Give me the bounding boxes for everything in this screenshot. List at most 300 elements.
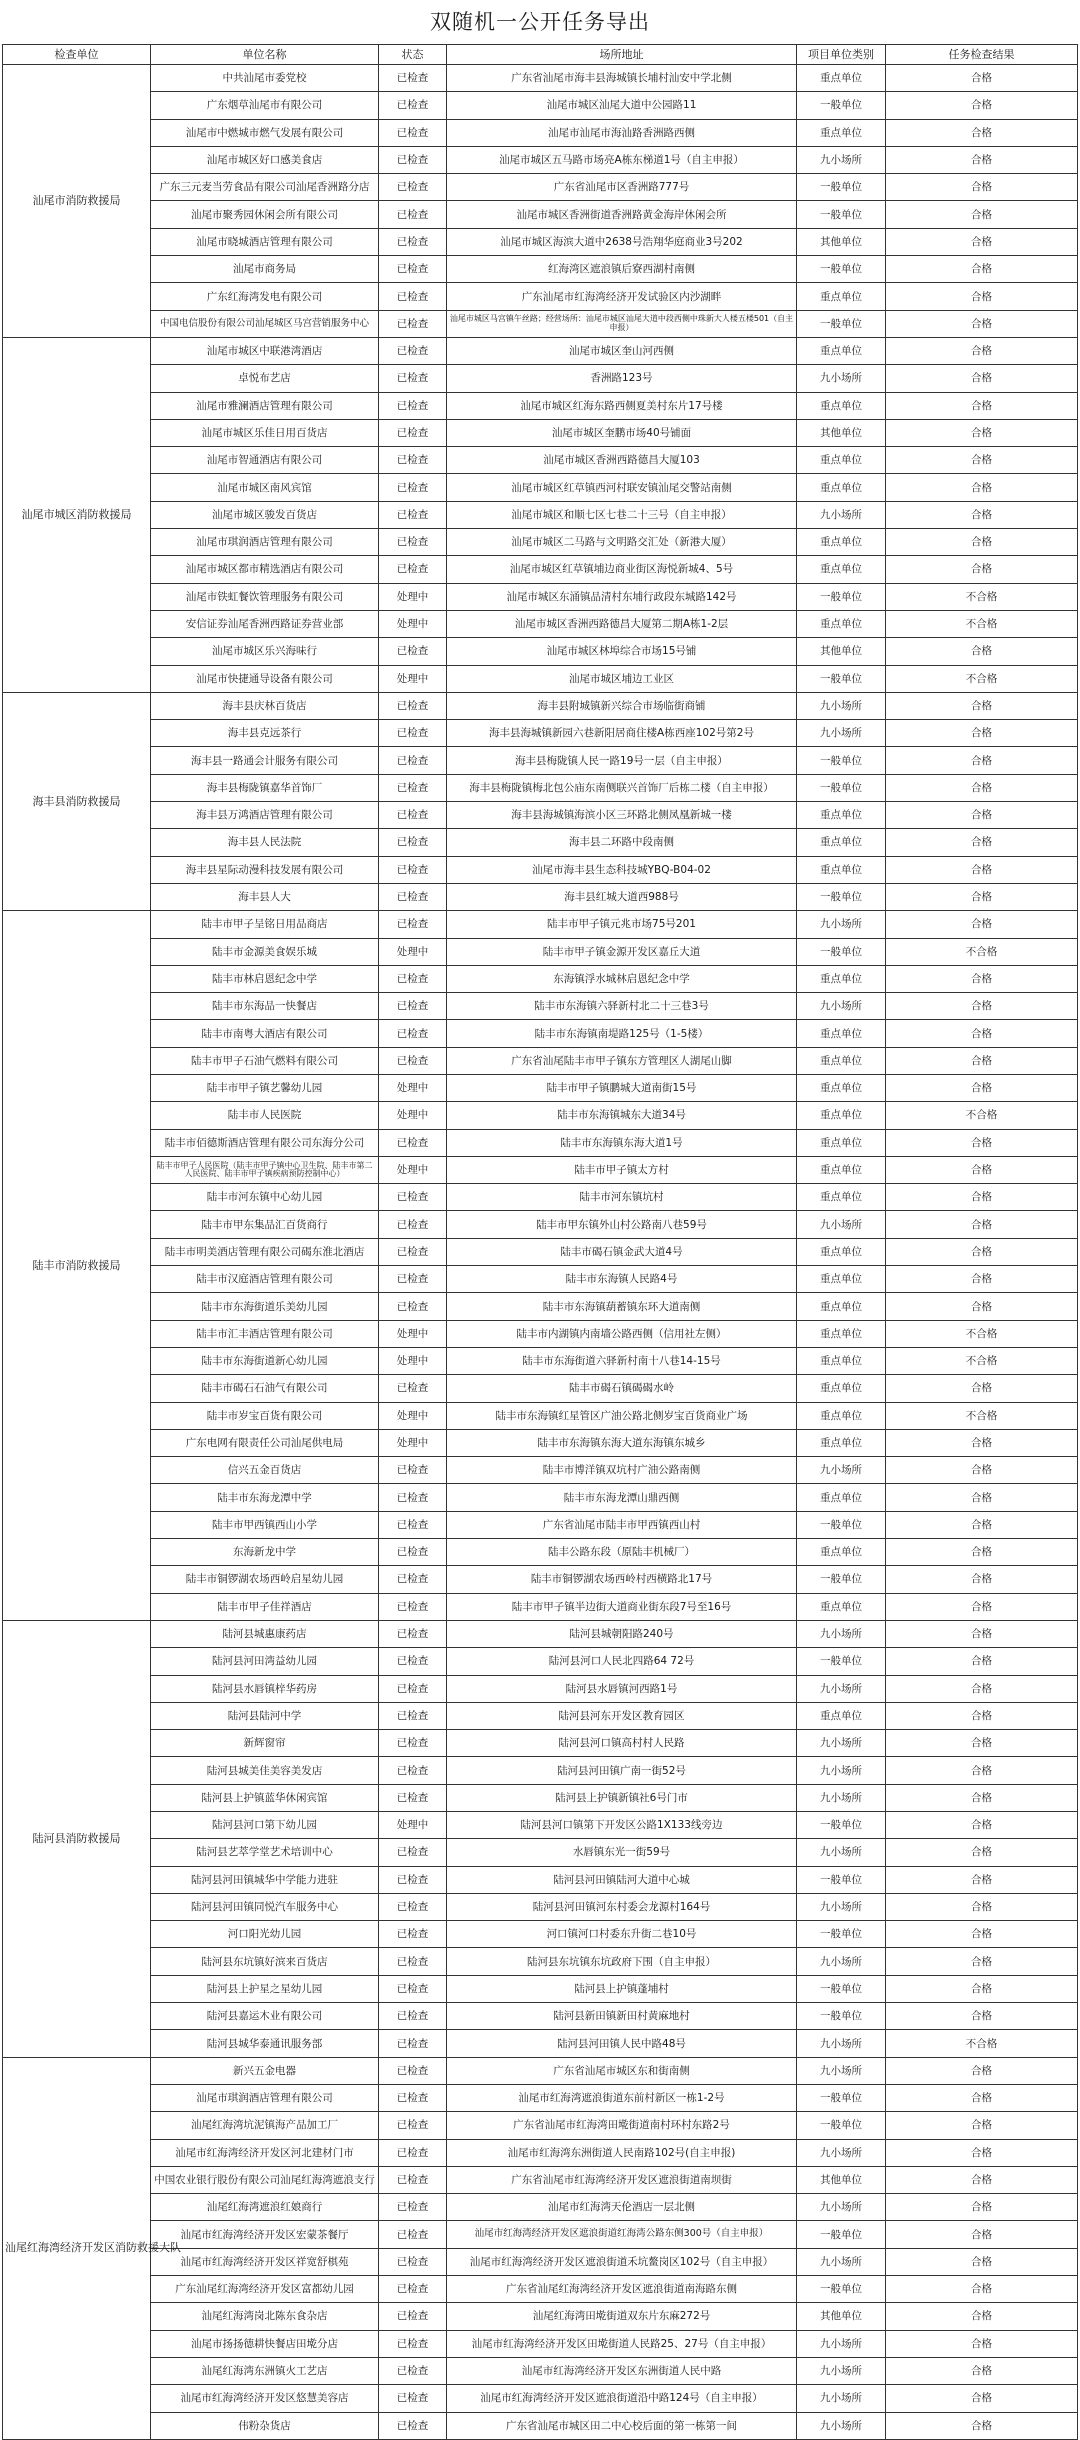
unit-name-cell: 汕尾市城区中联港湾酒店 xyxy=(151,337,379,364)
address-cell: 广东省汕尾市红海湾经济开发区遮浪街道南坝街 xyxy=(447,2166,797,2193)
address-cell: 汕尾市红海湾经济开发区田墘街道人民路25、27号（自主申报） xyxy=(447,2330,797,2357)
result-cell: 合格 xyxy=(886,447,1078,474)
table-row xyxy=(3,938,1078,965)
table-row xyxy=(3,1948,1078,1975)
category-cell: 其他单位 xyxy=(797,638,886,665)
address-cell: 陆河县城朝阳路240号 xyxy=(447,1620,797,1647)
unit-name-cell: 陆丰市东海龙潭中学 xyxy=(151,1484,379,1511)
status-cell: 已检查 xyxy=(379,965,447,992)
unit-name-cell: 汕尾市红海湾经济开发区悠慧美容店 xyxy=(151,2385,379,2412)
status-cell: 已检查 xyxy=(379,174,447,201)
category-cell: 重点单位 xyxy=(797,556,886,583)
category-cell: 一般单位 xyxy=(797,938,886,965)
table-row xyxy=(3,2357,1078,2384)
unit-name-cell: 陆河县河口第下幼儿园 xyxy=(151,1812,379,1839)
address-cell: 陆丰市东海镇六驿新村北二十三巷3号 xyxy=(447,993,797,1020)
table-row xyxy=(3,1266,1078,1293)
status-cell: 已检查 xyxy=(379,1047,447,1074)
status-cell: 已检查 xyxy=(379,2330,447,2357)
category-cell: 九小场所 xyxy=(797,2385,886,2412)
address-cell: 广东省汕尾陆丰市甲子镇东方管理区人湖尾山脚 xyxy=(447,1047,797,1074)
category-cell: 重点单位 xyxy=(797,119,886,146)
table-row xyxy=(3,1184,1078,1211)
result-cell: 合格 xyxy=(886,2330,1078,2357)
unit-name-cell: 陆丰市甲子镇艺馨幼儿园 xyxy=(151,1074,379,1101)
header-status: 状态 xyxy=(379,45,447,65)
unit-name-cell: 陆河县城华泰通讯服务部 xyxy=(151,2030,379,2057)
category-cell: 重点单位 xyxy=(797,1320,886,1347)
table-row xyxy=(3,1620,1078,1647)
address-cell: 红海湾区遮浪镇后寮西湖村南侧 xyxy=(447,256,797,283)
result-cell: 合格 xyxy=(886,638,1078,665)
result-cell: 合格 xyxy=(886,529,1078,556)
result-cell: 合格 xyxy=(886,2003,1078,2030)
address-cell: 陆河县河口人民北四路64 72号 xyxy=(447,1648,797,1675)
address-cell: 陆河县新田镇新田村黄麻地村 xyxy=(447,2003,797,2030)
address-cell: 陆丰市东海龙潭山鼎西侧 xyxy=(447,1484,797,1511)
category-cell: 其他单位 xyxy=(797,2166,886,2193)
address-cell: 海丰县梅陇镇梅北包公庙东南侧联兴首饰厂后栋二楼（自主申报） xyxy=(447,774,797,801)
unit-name-cell: 海丰县克远茶行 xyxy=(151,720,379,747)
unit-name-cell: 陆丰市河东镇中心幼儿园 xyxy=(151,1184,379,1211)
address-cell: 汕尾市城区奎鹏市场40号铺面 xyxy=(447,419,797,446)
address-cell: 陆河县水唇镇河西路1号 xyxy=(447,1675,797,1702)
category-cell: 九小场所 xyxy=(797,1730,886,1757)
category-cell: 九小场所 xyxy=(797,1675,886,1702)
result-cell: 合格 xyxy=(886,556,1078,583)
result-cell: 合格 xyxy=(886,92,1078,119)
unit-name-cell: 陆丰市东海街道新心幼儿园 xyxy=(151,1347,379,1374)
inspection-unit-cell: 汕尾市城区消防救援局 xyxy=(3,337,151,692)
result-cell: 合格 xyxy=(886,1648,1078,1675)
table-row xyxy=(3,1156,1078,1183)
table-row xyxy=(3,829,1078,856)
address-cell: 陆丰市甲子镇鹏城大道南街15号 xyxy=(447,1074,797,1101)
unit-name-cell: 汕尾市城区乐佳日用百货店 xyxy=(151,419,379,446)
unit-name-cell: 汕尾红海湾东洲镇火工艺店 xyxy=(151,2357,379,2384)
result-cell: 合格 xyxy=(886,1730,1078,1757)
category-cell: 九小场所 xyxy=(797,720,886,747)
category-cell: 其他单位 xyxy=(797,2303,886,2330)
table-row xyxy=(3,474,1078,501)
table-row xyxy=(3,447,1078,474)
status-cell: 已检查 xyxy=(379,474,447,501)
status-cell: 已检查 xyxy=(379,65,447,92)
category-cell: 重点单位 xyxy=(797,1347,886,1374)
address-cell: 广东省汕尾市区香洲路777号 xyxy=(447,174,797,201)
unit-name-cell: 陆丰市汇丰酒店管理有限公司 xyxy=(151,1320,379,1347)
category-cell: 一般单位 xyxy=(797,1812,886,1839)
status-cell: 处理中 xyxy=(379,1156,447,1183)
task-table xyxy=(2,44,1078,2440)
address-cell: 汕尾市红海湾经济开发区东洲街道人民中路 xyxy=(447,2357,797,2384)
table-row xyxy=(3,2330,1078,2357)
status-cell: 已检查 xyxy=(379,1484,447,1511)
unit-name-cell: 汕尾红海湾遮浪红娘商行 xyxy=(151,2194,379,2221)
table-row xyxy=(3,1784,1078,1811)
address-cell: 广东省汕尾市海丰县海城镇长埔村汕安中学北侧 xyxy=(447,65,797,92)
status-cell: 已检查 xyxy=(379,1839,447,1866)
unit-name-cell: 陆河县上护镇蓝华休闲宾馆 xyxy=(151,1784,379,1811)
status-cell: 已检查 xyxy=(379,119,447,146)
table-row xyxy=(3,774,1078,801)
inspection-unit-cell: 陆丰市消防救援局 xyxy=(3,911,151,1621)
inspection-unit-cell: 汕尾红海湾经济开发区消防救援大队 xyxy=(3,2057,151,2439)
table-row xyxy=(3,92,1078,119)
result-cell: 合格 xyxy=(886,2112,1078,2139)
unit-name-cell: 陆丰市林启恩纪念中学 xyxy=(151,965,379,992)
table-row xyxy=(3,1839,1078,1866)
result-cell: 合格 xyxy=(886,1266,1078,1293)
category-cell: 一般单位 xyxy=(797,2221,886,2248)
unit-name-cell: 中国农业银行股份有限公司汕尾红海湾遮浪支行 xyxy=(151,2166,379,2193)
result-cell: 合格 xyxy=(886,119,1078,146)
address-cell: 香洲路123号 xyxy=(447,365,797,392)
result-cell: 合格 xyxy=(886,1566,1078,1593)
status-cell: 已检查 xyxy=(379,829,447,856)
status-cell: 已检查 xyxy=(379,1266,447,1293)
address-cell: 东海镇浮水城林启恩纪念中学 xyxy=(447,965,797,992)
status-cell: 已检查 xyxy=(379,692,447,719)
status-cell: 已检查 xyxy=(379,1921,447,1948)
address-cell: 汕尾市城区汕尾大道中公园路11 xyxy=(447,92,797,119)
result-cell: 合格 xyxy=(886,392,1078,419)
table-row xyxy=(3,965,1078,992)
unit-name-cell: 汕尾市城区南风宾馆 xyxy=(151,474,379,501)
category-cell: 重点单位 xyxy=(797,802,886,829)
address-cell: 汕尾市城区香洲街道香洲路黄金海岸休闲会所 xyxy=(447,201,797,228)
unit-name-cell: 汕尾市城区都市精选酒店有限公司 xyxy=(151,556,379,583)
table-row xyxy=(3,1129,1078,1156)
status-cell: 已检查 xyxy=(379,856,447,883)
header-category: 项目单位类别 xyxy=(797,45,886,65)
category-cell: 重点单位 xyxy=(797,1266,886,1293)
address-cell: 陆河县河东开发区教育园区 xyxy=(447,1702,797,1729)
table-row xyxy=(3,392,1078,419)
table-row xyxy=(3,2385,1078,2412)
table-row xyxy=(3,747,1078,774)
unit-name-cell: 海丰县星际动漫科技发展有限公司 xyxy=(151,856,379,883)
category-cell: 一般单位 xyxy=(797,747,886,774)
table-row xyxy=(3,1047,1078,1074)
status-cell: 已检查 xyxy=(379,1730,447,1757)
table-row xyxy=(3,1702,1078,1729)
document-title: 双随机一公开任务导出 xyxy=(430,10,650,34)
result-cell: 合格 xyxy=(886,692,1078,719)
status-cell: 处理中 xyxy=(379,1074,447,1101)
category-cell: 重点单位 xyxy=(797,1429,886,1456)
status-cell: 已检查 xyxy=(379,1129,447,1156)
table-row xyxy=(3,1511,1078,1538)
table-row xyxy=(3,174,1078,201)
address-cell: 汕尾市城区奎山河西侧 xyxy=(447,337,797,364)
address-cell: 汕尾市城区红草镇西河村联安镇汕尾交警站南侧 xyxy=(447,474,797,501)
category-cell: 重点单位 xyxy=(797,337,886,364)
table-row xyxy=(3,228,1078,255)
status-cell: 已检查 xyxy=(379,1893,447,1920)
unit-name-cell: 中共汕尾市委党校 xyxy=(151,65,379,92)
unit-name-cell: 海丰县一路通会计服务有限公司 xyxy=(151,747,379,774)
status-cell: 已检查 xyxy=(379,1593,447,1620)
result-cell: 合格 xyxy=(886,201,1078,228)
unit-name-cell: 海丰县人大 xyxy=(151,883,379,910)
category-cell: 一般单位 xyxy=(797,174,886,201)
category-cell: 九小场所 xyxy=(797,993,886,1020)
status-cell: 已检查 xyxy=(379,883,447,910)
address-cell: 陆丰市铜锣湖农场西岭村西横路北17号 xyxy=(447,1566,797,1593)
category-cell: 重点单位 xyxy=(797,1047,886,1074)
table-row xyxy=(3,2194,1078,2221)
result-cell: 合格 xyxy=(886,1375,1078,1402)
table-row xyxy=(3,720,1078,747)
result-cell: 合格 xyxy=(886,1948,1078,1975)
inspection-unit-cell: 陆河县消防救援局 xyxy=(3,1620,151,2057)
category-cell: 九小场所 xyxy=(797,2330,886,2357)
table-row xyxy=(3,501,1078,528)
address-cell: 水唇镇东光一街59号 xyxy=(447,1839,797,1866)
status-cell: 已检查 xyxy=(379,337,447,364)
unit-name-cell: 新辉窗帘 xyxy=(151,1730,379,1757)
category-cell: 其他单位 xyxy=(797,419,886,446)
status-cell: 已检查 xyxy=(379,1566,447,1593)
address-cell: 广东省汕尾市城区东和街南侧 xyxy=(447,2057,797,2084)
status-cell: 已检查 xyxy=(379,2057,447,2084)
category-cell: 九小场所 xyxy=(797,911,886,938)
category-cell: 九小场所 xyxy=(797,2412,886,2439)
unit-name-cell: 汕尾市城区骏发百货店 xyxy=(151,501,379,528)
address-cell: 汕尾市城区和顺七区七巷二十三号（自主申报） xyxy=(447,501,797,528)
status-cell: 已检查 xyxy=(379,1948,447,1975)
status-cell: 已检查 xyxy=(379,2303,447,2330)
table-row xyxy=(3,583,1078,610)
status-cell: 已检查 xyxy=(379,2194,447,2221)
unit-name-cell: 汕尾市智通酒店有限公司 xyxy=(151,447,379,474)
address-cell: 汕尾市红海湾经济开发区遮浪街道禾坑鳌岗区102号（自主申报） xyxy=(447,2248,797,2275)
unit-name-cell: 陆丰市金源美食娱乐城 xyxy=(151,938,379,965)
status-cell: 已检查 xyxy=(379,2221,447,2248)
address-cell: 海丰县海城镇新园六巷新阳居商住楼A栋西座102号第2号 xyxy=(447,720,797,747)
unit-name-cell: 汕尾红海湾坑泥镇海产品加工厂 xyxy=(151,2112,379,2139)
address-cell: 汕尾市红海湾遮浪街道东前村新区一栋1-2号 xyxy=(447,2084,797,2111)
status-cell: 已检查 xyxy=(379,419,447,446)
result-cell: 合格 xyxy=(886,1675,1078,1702)
address-cell: 海丰县梅陇镇人民一路19号一层（自主申报） xyxy=(447,747,797,774)
category-cell: 九小场所 xyxy=(797,1784,886,1811)
unit-name-cell: 陆河县陆河中学 xyxy=(151,1702,379,1729)
address-cell: 海丰县二环路中段南侧 xyxy=(447,829,797,856)
category-cell: 一般单位 xyxy=(797,1975,886,2002)
result-cell: 合格 xyxy=(886,2412,1078,2439)
unit-name-cell: 陆河县嘉运木业有限公司 xyxy=(151,2003,379,2030)
table-row xyxy=(3,1074,1078,1101)
status-cell: 已检查 xyxy=(379,447,447,474)
category-cell: 重点单位 xyxy=(797,1484,886,1511)
unit-name-cell: 陆丰市甲西镇西山小学 xyxy=(151,1511,379,1538)
unit-name-cell: 卓悦布艺店 xyxy=(151,365,379,392)
table-row xyxy=(3,911,1078,938)
result-cell: 合格 xyxy=(886,2221,1078,2248)
table-row xyxy=(3,2166,1078,2193)
unit-name-cell: 汕尾市红海湾经济开发区河北建材门市 xyxy=(151,2139,379,2166)
address-cell: 陆丰市东海镇南堤路125号（1-5楼） xyxy=(447,1020,797,1047)
category-cell: 一般单位 xyxy=(797,256,886,283)
category-cell: 一般单位 xyxy=(797,665,886,692)
unit-name-cell: 汕尾市中燃城市燃气发展有限公司 xyxy=(151,119,379,146)
table-row xyxy=(3,2057,1078,2084)
result-cell: 合格 xyxy=(886,1457,1078,1484)
status-cell: 处理中 xyxy=(379,1347,447,1374)
address-cell: 陆丰市东海镇东海大道1号 xyxy=(447,1129,797,1156)
category-cell: 九小场所 xyxy=(797,1457,886,1484)
table-row xyxy=(3,1102,1078,1129)
unit-name-cell: 汕尾市城区乐兴海味行 xyxy=(151,638,379,665)
status-cell: 已检查 xyxy=(379,392,447,419)
unit-name-cell: 陆丰市甲子佳祥酒店 xyxy=(151,1593,379,1620)
unit-name-cell: 陆丰市碣石石油气有限公司 xyxy=(151,1375,379,1402)
table-row xyxy=(3,1648,1078,1675)
category-cell: 重点单位 xyxy=(797,474,886,501)
category-cell: 一般单位 xyxy=(797,1866,886,1893)
unit-name-cell: 海丰县梅陇镇嘉华首饰厂 xyxy=(151,774,379,801)
unit-name-cell: 河口阳光幼儿园 xyxy=(151,1921,379,1948)
category-cell: 重点单位 xyxy=(797,1402,886,1429)
result-cell: 合格 xyxy=(886,2248,1078,2275)
status-cell: 处理中 xyxy=(379,1320,447,1347)
category-cell: 重点单位 xyxy=(797,1539,886,1566)
address-cell: 汕尾市汕尾市海汕路香洲路西侧 xyxy=(447,119,797,146)
address-cell: 汕尾市城区香洲西路德昌大厦第二期A栋1-2层 xyxy=(447,610,797,637)
table-row xyxy=(3,1211,1078,1238)
status-cell: 已检查 xyxy=(379,1184,447,1211)
result-cell: 合格 xyxy=(886,1866,1078,1893)
address-cell: 汕尾红海湾田墘街道双东片东麻272号 xyxy=(447,2303,797,2330)
table-row xyxy=(3,883,1078,910)
unit-name-cell: 汕尾市晓城酒店管理有限公司 xyxy=(151,228,379,255)
result-cell: 合格 xyxy=(886,2303,1078,2330)
result-cell: 合格 xyxy=(886,256,1078,283)
address-cell: 汕尾市城区五马路市场亮A栋东梯道1号（自主申报） xyxy=(447,146,797,173)
result-cell: 合格 xyxy=(886,1784,1078,1811)
unit-name-cell: 陆丰市东海品一快餐店 xyxy=(151,993,379,1020)
status-cell: 已检查 xyxy=(379,201,447,228)
status-cell: 已检查 xyxy=(379,228,447,255)
table-row xyxy=(3,201,1078,228)
unit-name-cell: 广东电网有限责任公司汕尾供电局 xyxy=(151,1429,379,1456)
category-cell: 重点单位 xyxy=(797,392,886,419)
address-cell: 陆丰市东海镇葫蓄镇东环大道南侧 xyxy=(447,1293,797,1320)
status-cell: 已检查 xyxy=(379,1293,447,1320)
result-cell: 合格 xyxy=(886,2385,1078,2412)
status-cell: 处理中 xyxy=(379,938,447,965)
result-cell: 合格 xyxy=(886,1156,1078,1183)
category-cell: 九小场所 xyxy=(797,365,886,392)
unit-name-cell: 汕尾红海湾岗北陈东食杂店 xyxy=(151,2303,379,2330)
address-cell: 汕尾市红海湾经济开发区遮浪街道沿中路124号（自主申报） xyxy=(447,2385,797,2412)
category-cell: 九小场所 xyxy=(797,2139,886,2166)
result-cell: 合格 xyxy=(886,856,1078,883)
category-cell: 重点单位 xyxy=(797,1375,886,1402)
unit-name-cell: 陆丰市甲子呈铭日用品商店 xyxy=(151,911,379,938)
table-row xyxy=(3,2303,1078,2330)
category-cell: 九小场所 xyxy=(797,1839,886,1866)
result-cell: 合格 xyxy=(886,1620,1078,1647)
unit-name-cell: 陆丰市甲东集品汇百货商行 xyxy=(151,1211,379,1238)
result-cell: 合格 xyxy=(886,1293,1078,1320)
status-cell: 已检查 xyxy=(379,283,447,310)
table-row xyxy=(3,1375,1078,1402)
table-row xyxy=(3,1675,1078,1702)
unit-name-cell: 陆河县河田镇城华中学能力进驻 xyxy=(151,1866,379,1893)
table-row xyxy=(3,1238,1078,1265)
status-cell: 已检查 xyxy=(379,1511,447,1538)
unit-name-cell: 陆丰市甲子人民医院（陆丰市甲子镇中心卫生院、陆丰市第二人民医院、陆丰市甲子镇疾病预防控制中心） xyxy=(151,1156,379,1183)
status-cell: 已检查 xyxy=(379,1020,447,1047)
category-cell: 九小场所 xyxy=(797,2357,886,2384)
status-cell: 处理中 xyxy=(379,583,447,610)
unit-name-cell: 东海新龙中学 xyxy=(151,1539,379,1566)
result-cell: 合格 xyxy=(886,2357,1078,2384)
table-row xyxy=(3,993,1078,1020)
unit-name-cell: 新兴五金电器 xyxy=(151,2057,379,2084)
result-cell: 合格 xyxy=(886,1839,1078,1866)
result-cell: 合格 xyxy=(886,1129,1078,1156)
table-row xyxy=(3,419,1078,446)
unit-name-cell: 陆丰市明美酒店管理有限公司碣东淮北酒店 xyxy=(151,1238,379,1265)
category-cell: 九小场所 xyxy=(797,1893,886,1920)
category-cell: 重点单位 xyxy=(797,856,886,883)
category-cell: 其他单位 xyxy=(797,228,886,255)
category-cell: 重点单位 xyxy=(797,65,886,92)
header-address: 场所地址 xyxy=(447,45,797,65)
table-header-row xyxy=(3,45,1078,65)
category-cell: 九小场所 xyxy=(797,1948,886,1975)
status-cell: 已检查 xyxy=(379,747,447,774)
address-cell: 陆丰市东海镇人民路4号 xyxy=(447,1266,797,1293)
table-row xyxy=(3,2030,1078,2057)
address-cell: 陆丰公路东段（原陆丰机械厂） xyxy=(447,1539,797,1566)
table-row xyxy=(3,1866,1078,1893)
address-cell: 广东汕尾市红海湾经济开发试验区内沙湖畔 xyxy=(447,283,797,310)
address-cell: 汕尾市城区红海东路西侧夏美村东片17号楼 xyxy=(447,392,797,419)
address-cell: 陆丰市碣石镇碣碣水岭 xyxy=(447,1375,797,1402)
category-cell: 一般单位 xyxy=(797,1921,886,1948)
status-cell: 已检查 xyxy=(379,1866,447,1893)
category-cell: 重点单位 xyxy=(797,829,886,856)
address-cell: 陆丰市东海镇东海大道东海镇东城乡 xyxy=(447,1429,797,1456)
address-cell: 广东省汕尾市城区田二中心校后面的第一栋第一间 xyxy=(447,2412,797,2439)
unit-name-cell: 汕尾市琪润酒店管理有限公司 xyxy=(151,2084,379,2111)
unit-name-cell: 汕尾市雅澜酒店管理有限公司 xyxy=(151,392,379,419)
result-cell: 不合格 xyxy=(886,1320,1078,1347)
status-cell: 已检查 xyxy=(379,720,447,747)
category-cell: 重点单位 xyxy=(797,1102,886,1129)
status-cell: 处理中 xyxy=(379,1402,447,1429)
status-cell: 已检查 xyxy=(379,1675,447,1702)
result-cell: 合格 xyxy=(886,720,1078,747)
address-cell: 陆丰市甲子镇太方村 xyxy=(447,1156,797,1183)
table-row xyxy=(3,856,1078,883)
category-cell: 重点单位 xyxy=(797,1156,886,1183)
result-cell: 合格 xyxy=(886,1893,1078,1920)
table-row xyxy=(3,1484,1078,1511)
unit-name-cell: 汕尾市琪润酒店管理有限公司 xyxy=(151,529,379,556)
address-cell: 汕尾市红海湾经济开发区遮浪街道红海湾公路东侧300号（自主申报） xyxy=(447,2221,797,2248)
result-cell: 合格 xyxy=(886,2194,1078,2221)
address-cell: 海丰县红城大道西988号 xyxy=(447,883,797,910)
result-cell: 不合格 xyxy=(886,1347,1078,1374)
result-cell: 合格 xyxy=(886,365,1078,392)
address-cell: 汕尾市城区二马路与文明路交汇处（新港大厦） xyxy=(447,529,797,556)
